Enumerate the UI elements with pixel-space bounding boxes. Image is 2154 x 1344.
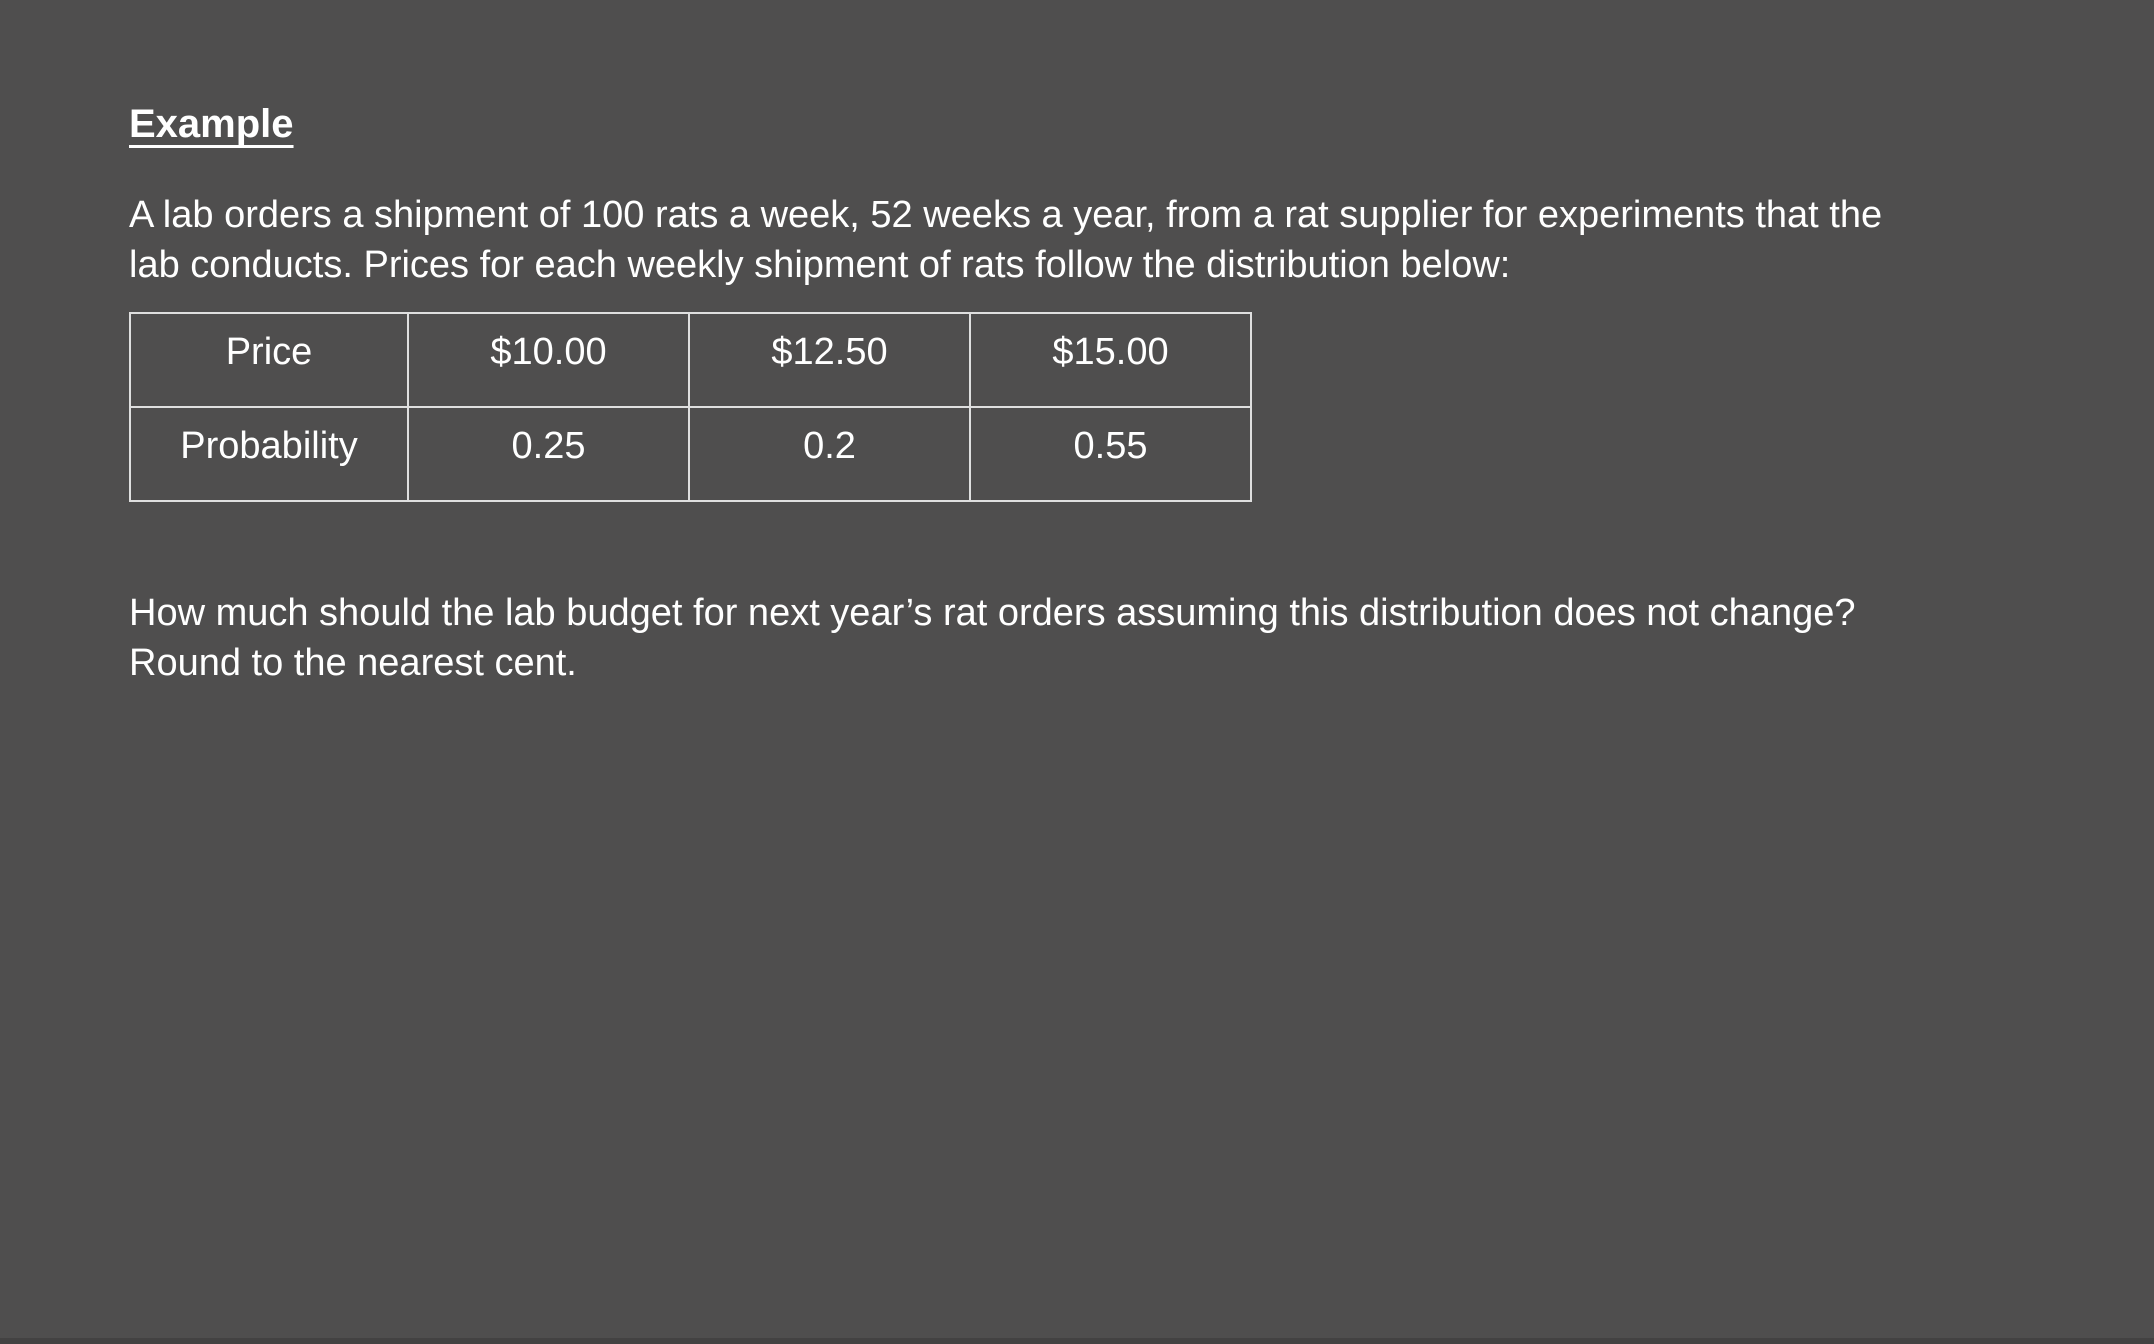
- price-distribution-table: [129, 312, 1252, 502]
- question-line-1: How much should the lab budget for next year’s rat orders assuming this distribution does not change?: [129, 592, 1856, 634]
- row-label-probability: Probability: [130, 407, 408, 501]
- price-cell-3: $15.00: [970, 313, 1251, 407]
- price-cell-1: $10.00: [408, 313, 689, 407]
- price-cell-2: $12.50: [689, 313, 970, 407]
- intro-paragraph: [129, 190, 2064, 290]
- question-paragraph: [129, 588, 2064, 688]
- probability-cell-3: 0.55: [970, 407, 1251, 501]
- row-label-price: Price: [130, 313, 408, 407]
- table-row-probability: [130, 407, 1251, 501]
- table-row-price: [130, 313, 1251, 407]
- intro-line-2: lab conducts. Prices for each weekly shipment of rats follow the distribution below:: [129, 244, 1511, 286]
- page-title: Example: [129, 102, 294, 146]
- question-line-2: Round to the nearest cent.: [129, 642, 577, 684]
- probability-cell-1: 0.25: [408, 407, 689, 501]
- probability-cell-2: 0.2: [689, 407, 970, 501]
- intro-line-1: A lab orders a shipment of 100 rats a week, 52 weeks a year, from a rat supplier for experiments that the: [129, 194, 1883, 236]
- window-bottom-edge: [0, 1338, 2154, 1344]
